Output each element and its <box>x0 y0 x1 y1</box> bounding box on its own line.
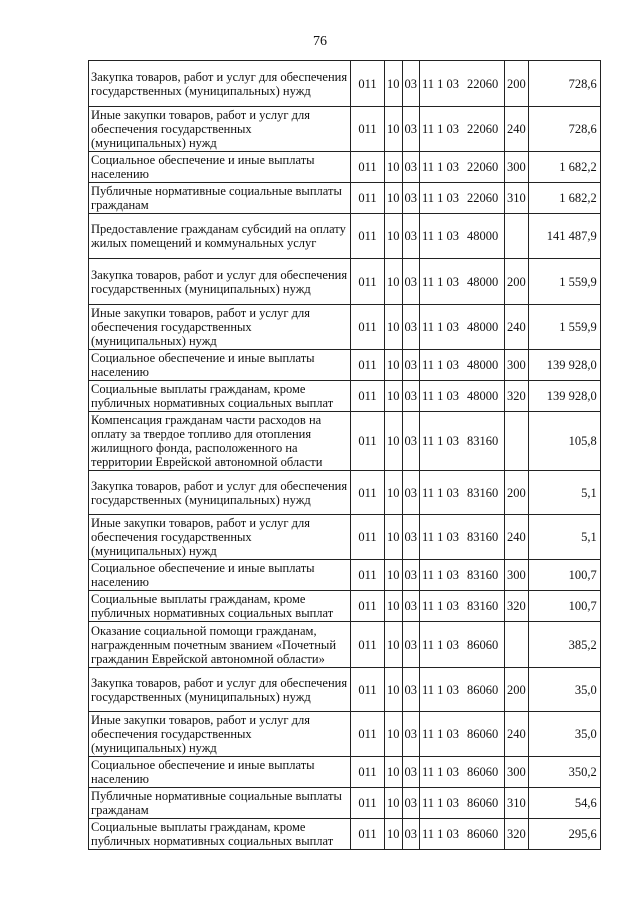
table-row <box>89 819 601 850</box>
program-code: 11 1 03 <box>422 765 460 779</box>
table-row <box>89 668 601 712</box>
subsection-code: 03 <box>402 259 420 305</box>
amount: 728,6 <box>528 61 600 107</box>
program-code <box>420 819 505 850</box>
ministry-code: 011 <box>351 152 385 183</box>
section-code: 10 <box>385 412 403 471</box>
ministry-code: 011 <box>351 757 385 788</box>
program-code <box>420 788 505 819</box>
program-code <box>420 107 505 152</box>
amount: 385,2 <box>528 622 600 668</box>
amount: 350,2 <box>528 757 600 788</box>
expense-code: 83160 <box>467 485 499 500</box>
section-code: 10 <box>385 381 403 412</box>
subsection-code: 03 <box>402 471 420 515</box>
subsection-code: 03 <box>402 515 420 560</box>
expense-type: 200 <box>505 668 529 712</box>
section-code: 10 <box>385 152 403 183</box>
row-name: Социальные выплаты гражданам, кроме публичных нормативных социальных выплат <box>89 381 351 412</box>
row-name: Компенсация гражданам части расходов на оплату за твердое топливо для отопления жилищного фонда, расположенного на территории Еврейской автономной области <box>89 412 351 471</box>
expense-type <box>505 622 529 668</box>
program-code: 11 1 03 <box>422 637 460 652</box>
row-name: Закупка товаров, работ и услуг для обеспечения государственных (муниципальных) нужд <box>89 259 351 305</box>
program-code <box>420 183 505 214</box>
section-code: 10 <box>385 591 403 622</box>
expense-code: 86060 <box>467 765 499 779</box>
ministry-code: 011 <box>351 788 385 819</box>
section-code: 10 <box>385 819 403 850</box>
row-name: Оказание социальной помощи гражданам, награжденным почетным званием «Почетный гражданин Еврейской автономной области» <box>89 622 351 668</box>
ministry-code: 011 <box>351 819 385 850</box>
expense-type: 320 <box>505 381 529 412</box>
program-code <box>420 305 505 350</box>
table-row <box>89 214 601 259</box>
table-row <box>89 412 601 471</box>
expense-code: 86060 <box>467 637 499 652</box>
budget-table <box>88 60 601 850</box>
table-row <box>89 381 601 412</box>
expense-code: 48000 <box>467 389 499 403</box>
row-name: Публичные нормативные социальные выплаты гражданам <box>89 788 351 819</box>
row-name: Социальные выплаты гражданам, кроме публичных нормативных социальных выплат <box>89 591 351 622</box>
expense-type: 300 <box>505 757 529 788</box>
program-code <box>420 350 505 381</box>
ministry-code: 011 <box>351 591 385 622</box>
subsection-code: 03 <box>402 757 420 788</box>
amount: 35,0 <box>528 712 600 757</box>
ministry-code: 011 <box>351 381 385 412</box>
expense-code: 86060 <box>467 727 499 741</box>
subsection-code: 03 <box>402 622 420 668</box>
amount: 1 559,9 <box>528 259 600 305</box>
program-code: 11 1 03 <box>422 599 460 613</box>
expense-code: 48000 <box>467 358 499 372</box>
subsection-code: 03 <box>402 152 420 183</box>
ministry-code: 011 <box>351 259 385 305</box>
ministry-code: 011 <box>351 712 385 757</box>
row-name: Социальные выплаты гражданам, кроме публичных нормативных социальных выплат <box>89 819 351 850</box>
expense-type: 240 <box>505 107 529 152</box>
program-code <box>420 560 505 591</box>
expense-type <box>505 214 529 259</box>
program-code: 11 1 03 <box>422 727 460 741</box>
expense-type: 200 <box>505 471 529 515</box>
program-code: 11 1 03 <box>422 485 460 500</box>
program-code: 11 1 03 <box>422 568 460 582</box>
expense-type: 200 <box>505 259 529 305</box>
program-code: 11 1 03 <box>422 434 460 448</box>
table-row <box>89 712 601 757</box>
section-code: 10 <box>385 622 403 668</box>
program-code: 11 1 03 <box>422 389 460 403</box>
program-code <box>420 152 505 183</box>
subsection-code: 03 <box>402 183 420 214</box>
expense-type: 320 <box>505 819 529 850</box>
section-code: 10 <box>385 61 403 107</box>
subsection-code: 03 <box>402 61 420 107</box>
ministry-code: 011 <box>351 622 385 668</box>
expense-code: 86060 <box>467 827 499 841</box>
amount: 728,6 <box>528 107 600 152</box>
expense-code: 48000 <box>467 274 499 289</box>
program-code: 11 1 03 <box>422 160 460 174</box>
subsection-code: 03 <box>402 412 420 471</box>
subsection-code: 03 <box>402 560 420 591</box>
subsection-code: 03 <box>402 381 420 412</box>
expense-type: 310 <box>505 788 529 819</box>
expense-type: 300 <box>505 560 529 591</box>
expense-code: 83160 <box>467 568 499 582</box>
program-code <box>420 381 505 412</box>
program-code <box>420 412 505 471</box>
page-number: 76 <box>313 34 327 49</box>
program-code <box>420 471 505 515</box>
expense-code: 83160 <box>467 530 499 544</box>
amount: 141 487,9 <box>528 214 600 259</box>
ministry-code: 011 <box>351 350 385 381</box>
expense-type: 300 <box>505 152 529 183</box>
row-name: Иные закупки товаров, работ и услуг для обеспечения государственных (муниципальных) нужд <box>89 515 351 560</box>
program-code: 11 1 03 <box>422 682 460 697</box>
row-name: Иные закупки товаров, работ и услуг для обеспечения государственных (муниципальных) нужд <box>89 712 351 757</box>
program-code: 11 1 03 <box>422 530 460 544</box>
program-code <box>420 259 505 305</box>
section-code: 10 <box>385 107 403 152</box>
amount: 139 928,0 <box>528 350 600 381</box>
program-code: 11 1 03 <box>422 796 460 810</box>
amount: 35,0 <box>528 668 600 712</box>
table-row <box>89 788 601 819</box>
expense-type: 240 <box>505 305 529 350</box>
subsection-code: 03 <box>402 788 420 819</box>
program-code <box>420 214 505 259</box>
expense-type: 320 <box>505 591 529 622</box>
program-code <box>420 515 505 560</box>
amount: 1 559,9 <box>528 305 600 350</box>
program-code: 11 1 03 <box>422 274 460 289</box>
ministry-code: 011 <box>351 305 385 350</box>
expense-code: 22060 <box>467 76 499 91</box>
row-name: Социальное обеспечение и иные выплаты населению <box>89 152 351 183</box>
expense-type <box>505 412 529 471</box>
expense-code: 83160 <box>467 434 499 448</box>
row-name: Публичные нормативные социальные выплаты гражданам <box>89 183 351 214</box>
table-row <box>89 471 601 515</box>
amount: 295,6 <box>528 819 600 850</box>
table-row <box>89 350 601 381</box>
ministry-code: 011 <box>351 61 385 107</box>
table-row <box>89 305 601 350</box>
expense-type: 300 <box>505 350 529 381</box>
row-name: Закупка товаров, работ и услуг для обеспечения государственных (муниципальных) нужд <box>89 471 351 515</box>
table-row <box>89 61 601 107</box>
section-code: 10 <box>385 350 403 381</box>
program-code: 11 1 03 <box>422 229 460 243</box>
table-row <box>89 560 601 591</box>
amount: 105,8 <box>528 412 600 471</box>
ministry-code: 011 <box>351 214 385 259</box>
ministry-code: 011 <box>351 183 385 214</box>
table-row <box>89 107 601 152</box>
ministry-code: 011 <box>351 107 385 152</box>
row-name: Социальное обеспечение и иные выплаты населению <box>89 560 351 591</box>
table-row <box>89 622 601 668</box>
table-row <box>89 757 601 788</box>
table-row <box>89 515 601 560</box>
program-code: 11 1 03 <box>422 358 460 372</box>
program-code: 11 1 03 <box>422 76 460 91</box>
subsection-code: 03 <box>402 214 420 259</box>
expense-code: 22060 <box>467 160 499 174</box>
row-name: Иные закупки товаров, работ и услуг для обеспечения государственных (муниципальных) нужд <box>89 107 351 152</box>
row-name: Предоставление гражданам субсидий на оплату жилых помещений и коммунальных услуг <box>89 214 351 259</box>
subsection-code: 03 <box>402 668 420 712</box>
ministry-code: 011 <box>351 471 385 515</box>
section-code: 10 <box>385 757 403 788</box>
amount: 5,1 <box>528 471 600 515</box>
amount: 5,1 <box>528 515 600 560</box>
amount: 100,7 <box>528 591 600 622</box>
program-code: 11 1 03 <box>422 122 460 136</box>
ministry-code: 011 <box>351 560 385 591</box>
expense-type: 200 <box>505 61 529 107</box>
amount: 100,7 <box>528 560 600 591</box>
row-name: Закупка товаров, работ и услуг для обеспечения государственных (муниципальных) нужд <box>89 61 351 107</box>
expense-code: 86060 <box>467 796 499 810</box>
section-code: 10 <box>385 214 403 259</box>
subsection-code: 03 <box>402 107 420 152</box>
section-code: 10 <box>385 305 403 350</box>
row-name: Социальное обеспечение и иные выплаты населению <box>89 350 351 381</box>
table-row <box>89 152 601 183</box>
program-code: 11 1 03 <box>422 191 460 205</box>
program-code <box>420 712 505 757</box>
amount: 1 682,2 <box>528 183 600 214</box>
table-row <box>89 259 601 305</box>
row-name: Закупка товаров, работ и услуг для обеспечения государственных (муниципальных) нужд <box>89 668 351 712</box>
amount: 1 682,2 <box>528 152 600 183</box>
row-name: Социальное обеспечение и иные выплаты населению <box>89 757 351 788</box>
section-code: 10 <box>385 183 403 214</box>
table-row <box>89 591 601 622</box>
program-code <box>420 757 505 788</box>
expense-code: 86060 <box>467 682 499 697</box>
amount: 139 928,0 <box>528 381 600 412</box>
table-row <box>89 183 601 214</box>
section-code: 10 <box>385 471 403 515</box>
expense-code: 22060 <box>467 191 499 205</box>
section-code: 10 <box>385 560 403 591</box>
ministry-code: 011 <box>351 668 385 712</box>
subsection-code: 03 <box>402 819 420 850</box>
subsection-code: 03 <box>402 712 420 757</box>
subsection-code: 03 <box>402 350 420 381</box>
section-code: 10 <box>385 668 403 712</box>
section-code: 10 <box>385 712 403 757</box>
expense-code: 22060 <box>467 122 499 136</box>
expense-type: 240 <box>505 712 529 757</box>
expense-code: 48000 <box>467 320 499 334</box>
subsection-code: 03 <box>402 591 420 622</box>
expense-type: 310 <box>505 183 529 214</box>
expense-code: 48000 <box>467 229 499 243</box>
expense-type: 240 <box>505 515 529 560</box>
ministry-code: 011 <box>351 412 385 471</box>
section-code: 10 <box>385 788 403 819</box>
row-name: Иные закупки товаров, работ и услуг для обеспечения государственных (муниципальных) нужд <box>89 305 351 350</box>
subsection-code: 03 <box>402 305 420 350</box>
program-code <box>420 668 505 712</box>
program-code: 11 1 03 <box>422 320 460 334</box>
expense-code: 83160 <box>467 599 499 613</box>
section-code: 10 <box>385 259 403 305</box>
program-code <box>420 61 505 107</box>
amount: 54,6 <box>528 788 600 819</box>
program-code <box>420 622 505 668</box>
program-code <box>420 591 505 622</box>
program-code: 11 1 03 <box>422 827 460 841</box>
ministry-code: 011 <box>351 515 385 560</box>
section-code: 10 <box>385 515 403 560</box>
